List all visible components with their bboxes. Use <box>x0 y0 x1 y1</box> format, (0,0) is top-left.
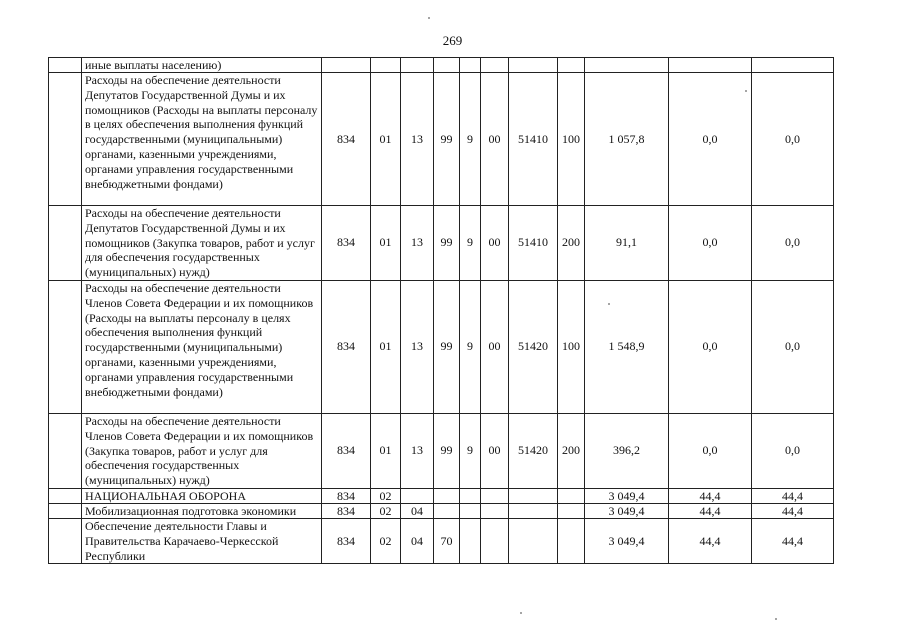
cell-subsection: 13 <box>401 413 434 488</box>
cell-sum-1: 3 049,4 <box>585 518 669 563</box>
scan-speck <box>745 90 747 92</box>
table-row <box>49 206 834 281</box>
blank-cell <box>49 58 82 73</box>
scan-speck <box>608 303 610 305</box>
cell-section: 02 <box>371 503 401 518</box>
cell-administrator: 834 <box>322 206 371 281</box>
table-row <box>49 518 834 563</box>
cell-sum-1: 3 049,4 <box>585 488 669 503</box>
scan-speck <box>520 612 522 614</box>
row-name: Расходы на обеспечение деятельности Членов Совета Федерации и их помощников (Закупка товаров, работ и услуг для обеспечения государственных (муниципальных) нужд) <box>82 413 322 488</box>
cell-main-event: 00 <box>481 280 509 413</box>
cell-sum-3: 44,4 <box>752 503 834 518</box>
cell-main-event <box>481 503 509 518</box>
cell-sum-2: 0,0 <box>669 280 752 413</box>
cell-section <box>371 58 401 73</box>
cell-subsection <box>401 488 434 503</box>
cell-administrator: 834 <box>322 503 371 518</box>
cell-administrator: 834 <box>322 73 371 206</box>
table-row <box>49 488 834 503</box>
cell-section: 01 <box>371 206 401 281</box>
cell-sum-1: 1 548,9 <box>585 280 669 413</box>
page-number: 269 <box>442 33 463 48</box>
blank-cell <box>49 518 82 563</box>
cell-subsection: 13 <box>401 73 434 206</box>
blank-cell <box>49 206 82 281</box>
cell-main-event <box>481 518 509 563</box>
cell-subprogram <box>460 518 481 563</box>
cell-direction <box>509 518 558 563</box>
cell-direction: 51410 <box>509 206 558 281</box>
cell-program <box>434 58 460 73</box>
cell-main-event: 00 <box>481 206 509 281</box>
cell-sum-3: 0,0 <box>752 280 834 413</box>
scan-speck <box>428 17 430 19</box>
cell-sum-2: 44,4 <box>669 488 752 503</box>
cell-main-event: 00 <box>481 73 509 206</box>
cell-direction: 51420 <box>509 413 558 488</box>
cell-sum-2 <box>669 58 752 73</box>
cell-subprogram: 9 <box>460 206 481 281</box>
cell-expense-type <box>558 488 585 503</box>
cell-program: 99 <box>434 206 460 281</box>
cell-program: 99 <box>434 73 460 206</box>
cell-section: 01 <box>371 413 401 488</box>
row-name: Обеспечение деятельности Главы и Правительства Карачаево-Черкесской Республики <box>82 518 322 563</box>
cell-program: 70 <box>434 518 460 563</box>
cell-subprogram <box>460 503 481 518</box>
cell-main-event <box>481 58 509 73</box>
cell-subprogram: 9 <box>460 413 481 488</box>
cell-section: 02 <box>371 488 401 503</box>
cell-sum-1: 396,2 <box>585 413 669 488</box>
cell-sum-3 <box>752 58 834 73</box>
cell-direction <box>509 503 558 518</box>
cell-sum-3: 44,4 <box>752 488 834 503</box>
blank-cell <box>49 413 82 488</box>
cell-subsection: 13 <box>401 280 434 413</box>
cell-administrator <box>322 58 371 73</box>
cell-administrator: 834 <box>322 518 371 563</box>
cell-sum-3: 0,0 <box>752 73 834 206</box>
row-name: НАЦИОНАЛЬНАЯ ОБОРОНА <box>82 488 322 503</box>
table-row <box>49 58 834 73</box>
cell-administrator: 834 <box>322 280 371 413</box>
cell-administrator: 834 <box>322 488 371 503</box>
table-row <box>49 503 834 518</box>
cell-subprogram <box>460 488 481 503</box>
cell-sum-2: 0,0 <box>669 73 752 206</box>
table-row <box>49 413 834 488</box>
row-name: иные выплаты населению) <box>82 58 322 73</box>
table-row <box>49 73 834 206</box>
blank-cell <box>49 488 82 503</box>
cell-sum-1: 91,1 <box>585 206 669 281</box>
cell-subsection <box>401 58 434 73</box>
cell-expense-type: 100 <box>558 73 585 206</box>
row-name: Расходы на обеспечение деятельности Депутатов Государственной Думы и их помощников (Расходы на выплаты персоналу в целях обеспечения выполнения функций государственными (муниципальными) органами, казенными учреждениями, органами управления государственными внебюджетными фондами) <box>82 73 322 206</box>
cell-sum-1 <box>585 58 669 73</box>
blank-cell <box>49 280 82 413</box>
scan-speck <box>775 618 777 620</box>
cell-sum-1: 1 057,8 <box>585 73 669 206</box>
cell-sum-2: 0,0 <box>669 413 752 488</box>
cell-expense-type: 100 <box>558 280 585 413</box>
cell-expense-type: 200 <box>558 413 585 488</box>
cell-sum-1: 3 049,4 <box>585 503 669 518</box>
cell-section: 01 <box>371 280 401 413</box>
row-name: Расходы на обеспечение деятельности Депутатов Государственной Думы и их помощников (Закупка товаров, работ и услуг для обеспечения государственных (муниципальных) нужд) <box>82 206 322 281</box>
cell-main-event: 00 <box>481 413 509 488</box>
cell-direction: 51420 <box>509 280 558 413</box>
blank-cell <box>49 73 82 206</box>
cell-subprogram: 9 <box>460 73 481 206</box>
cell-direction: 51410 <box>509 73 558 206</box>
cell-expense-type <box>558 503 585 518</box>
cell-sum-3: 0,0 <box>752 413 834 488</box>
cell-section: 01 <box>371 73 401 206</box>
cell-sum-3: 44,4 <box>752 518 834 563</box>
cell-subprogram <box>460 58 481 73</box>
cell-sum-2: 0,0 <box>669 206 752 281</box>
row-name: Мобилизационная подготовка экономики <box>82 503 322 518</box>
cell-subsection: 13 <box>401 206 434 281</box>
cell-program <box>434 488 460 503</box>
cell-expense-type: 200 <box>558 206 585 281</box>
cell-direction <box>509 58 558 73</box>
cell-direction <box>509 488 558 503</box>
cell-sum-3: 0,0 <box>752 206 834 281</box>
cell-main-event <box>481 488 509 503</box>
cell-sum-2: 44,4 <box>669 518 752 563</box>
blank-cell <box>49 503 82 518</box>
cell-subsection: 04 <box>401 518 434 563</box>
cell-program <box>434 503 460 518</box>
cell-expense-type <box>558 58 585 73</box>
cell-subprogram: 9 <box>460 280 481 413</box>
cell-administrator: 834 <box>322 413 371 488</box>
table-row <box>49 280 834 413</box>
cell-section: 02 <box>371 518 401 563</box>
cell-sum-2: 44,4 <box>669 503 752 518</box>
row-name: Расходы на обеспечение деятельности Членов Совета Федерации и их помощников (Расходы на выплаты персоналу в целях обеспечения выполнения функций государственными (муниципальными) органами, казенными учреждениями, органами управления государственными внебюджетными фондами) <box>82 280 322 413</box>
budget-table <box>48 57 834 564</box>
cell-program: 99 <box>434 280 460 413</box>
cell-subsection: 04 <box>401 503 434 518</box>
cell-program: 99 <box>434 413 460 488</box>
cell-expense-type <box>558 518 585 563</box>
